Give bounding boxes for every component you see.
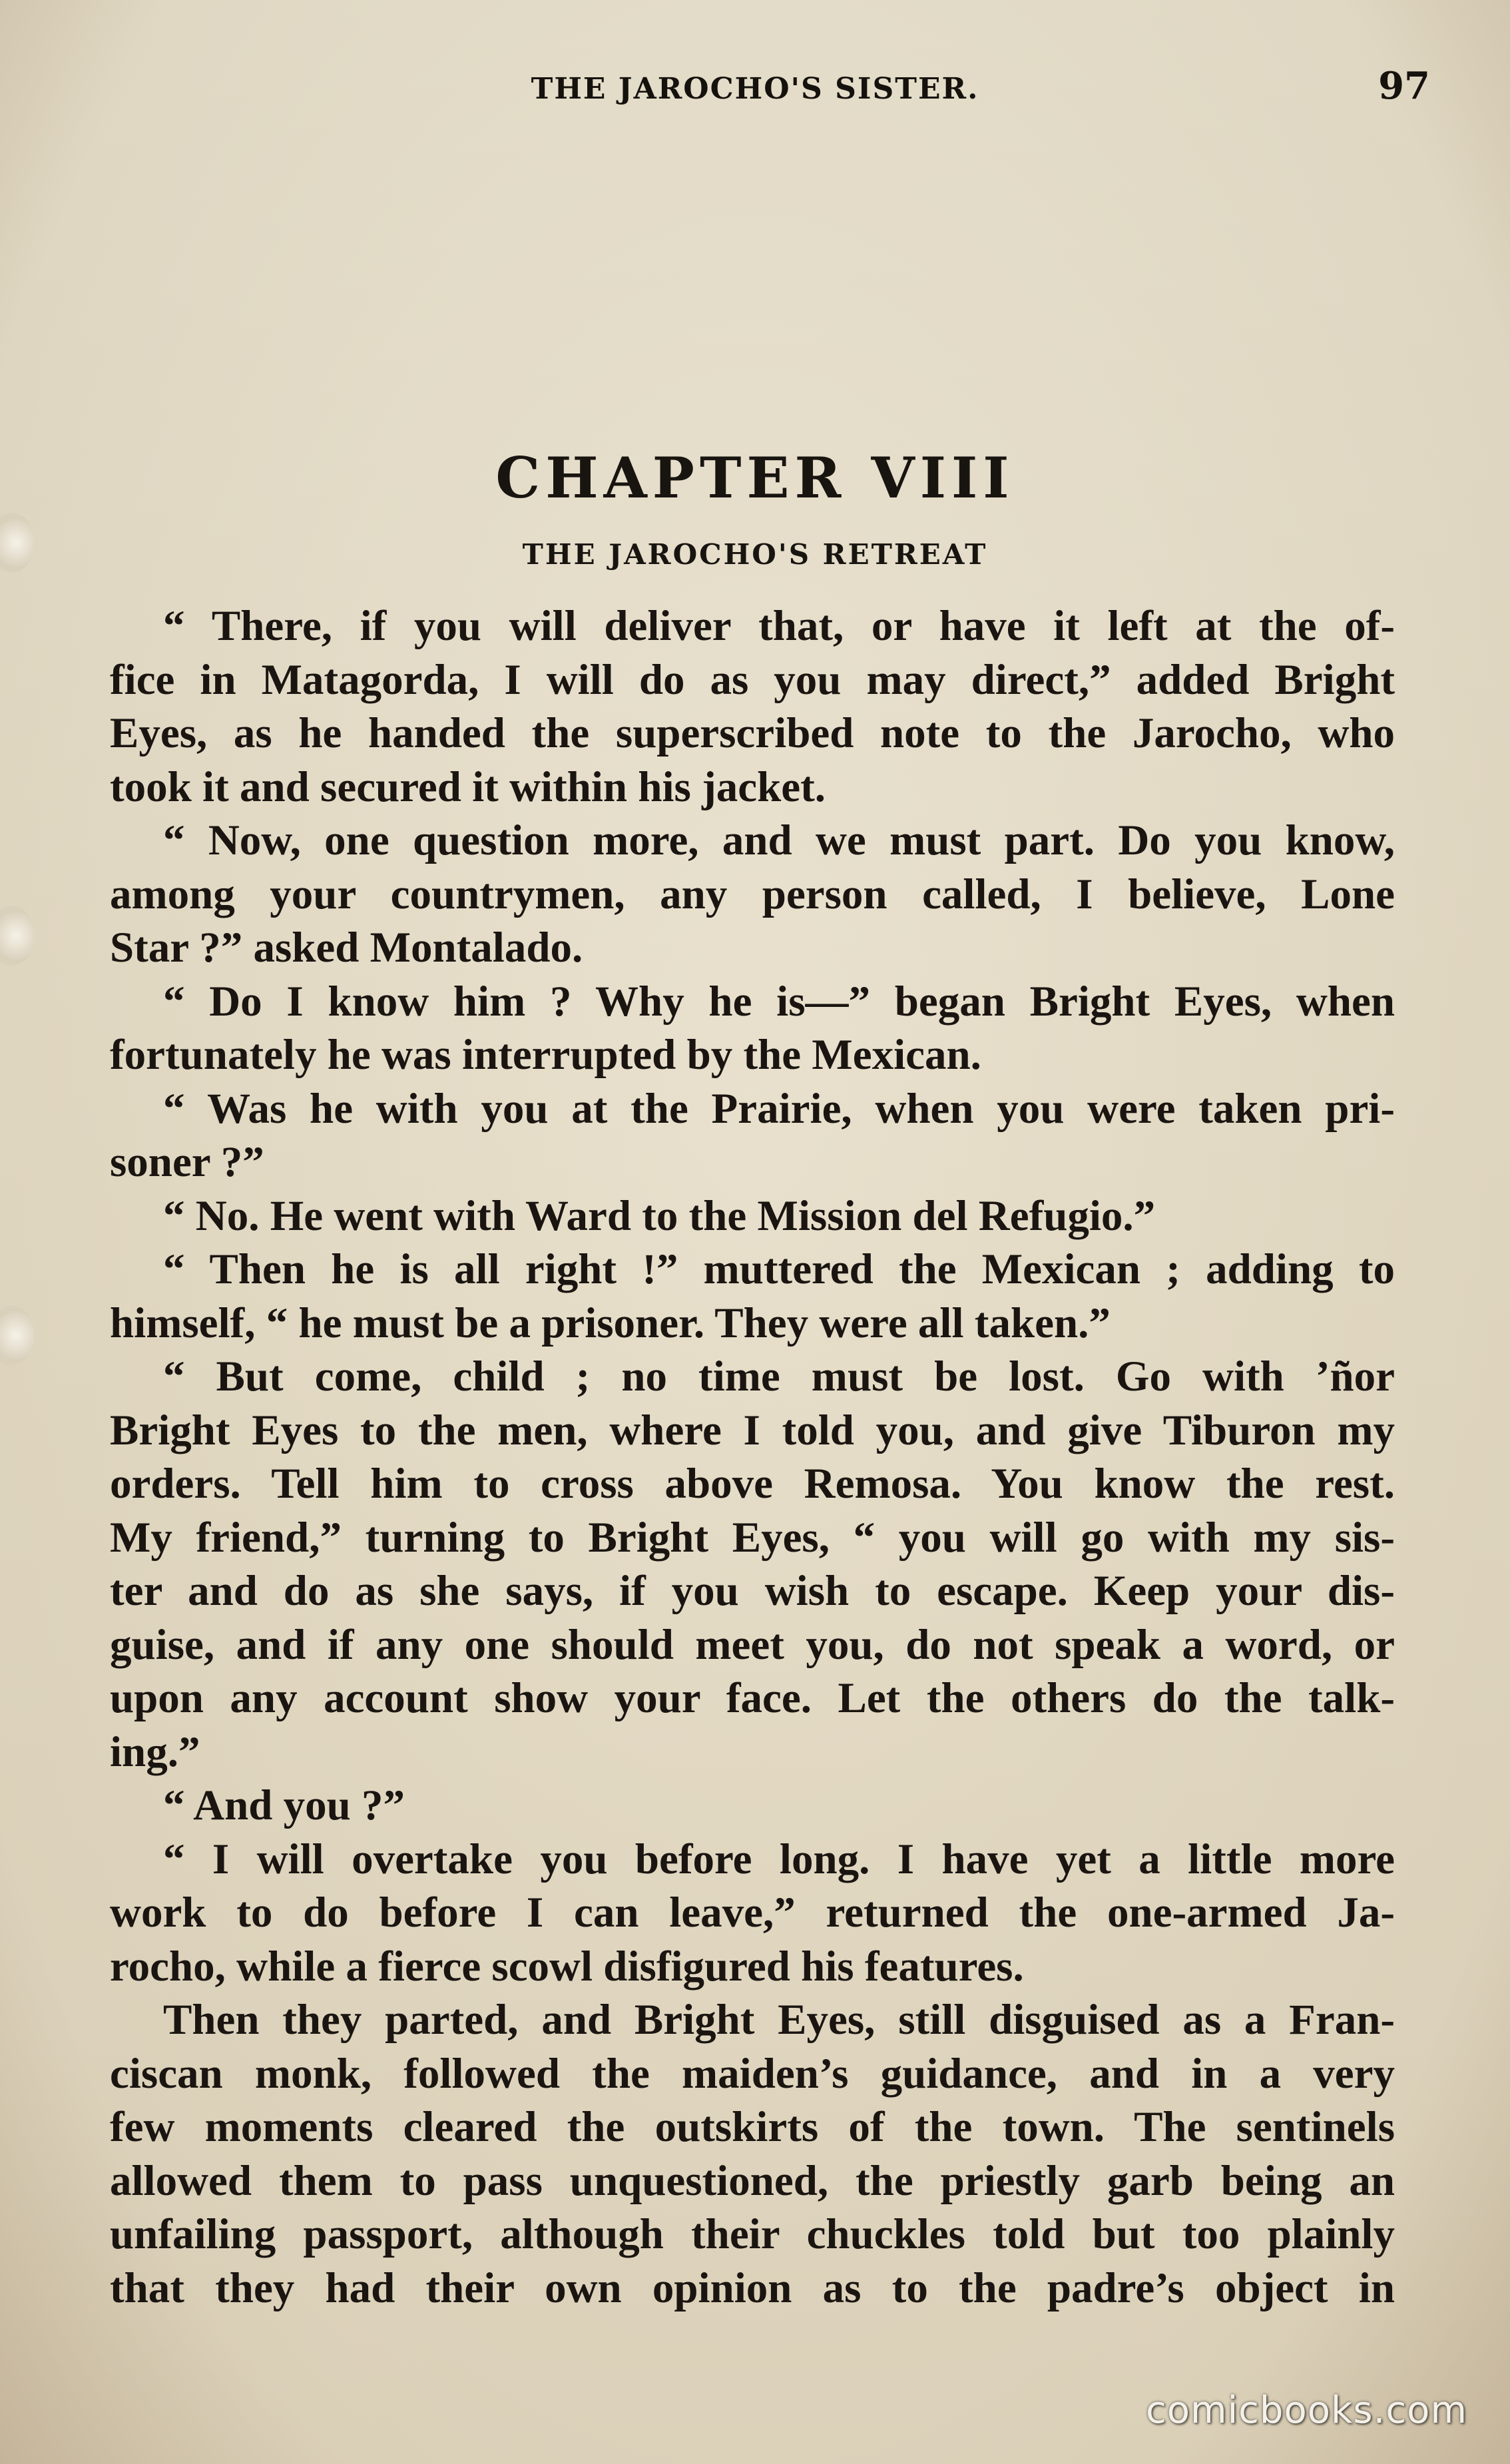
- text-line: “ There, if you will deliver that, or have it left at the of-: [163, 602, 1395, 650]
- text-line: Eyes, as he handed the superscribed note to the Jarocho, who: [110, 709, 1395, 757]
- binding-hole: [0, 1305, 35, 1365]
- text-line: Then they parted, and Bright Eyes, still disguised as a Fran-: [163, 1996, 1395, 2044]
- text-line: My friend,” turning to Bright Eyes, “ you will go with my sis-: [110, 1513, 1395, 1562]
- page-number: 97: [1378, 64, 1430, 108]
- text-line: allowed them to pass unquestioned, the priestly garb being an: [110, 2156, 1395, 2205]
- text-line: “ And you ?”: [163, 1781, 405, 1829]
- text-line: upon any account show your face. Let the others do the talk-: [110, 1674, 1395, 1722]
- text-line: “ Now, one question more, and we must part. Do you know,: [163, 816, 1395, 864]
- text-line: “ Do I know him ? Why he is—” began Bright Eyes, when: [163, 977, 1395, 1026]
- text-line: took it and secured it within his jacket.: [110, 763, 826, 811]
- chapter-subtitle: THE JAROCHO'S RETREAT: [522, 538, 988, 571]
- text-line: fice in Matagorda, I will do as you may direct,” added Bright: [110, 655, 1395, 704]
- text-line: orders. Tell him to cross above Remosa. You know the rest.: [110, 1460, 1395, 1508]
- text-line: “ No. He went with Ward to the Mission del Refugio.”: [163, 1191, 1156, 1240]
- text-line: that they had their own opinion as to the padre’s object in: [110, 2264, 1395, 2312]
- body-text: [110, 599, 1395, 2315]
- text-line: “ I will overtake you before long. I have yet a little more: [163, 1835, 1395, 1883]
- text-line: himself, “ he must be a prisoner. They were all taken.”: [110, 1299, 1111, 1347]
- text-line: among your countrymen, any person called, I believe, Lone: [110, 870, 1395, 918]
- text-line: “ But come, child ; no time must be lost. Go with ’ñor: [163, 1353, 1395, 1400]
- text-line: “ Then he is all right !” muttered the Mexican ; adding to: [163, 1245, 1395, 1293]
- text-line: rocho, while a fierce scowl disfigured his features.: [110, 1942, 1024, 1991]
- text-line: ing.”: [110, 1727, 200, 1776]
- watermark: comicbooks.com: [1145, 2389, 1467, 2432]
- text-line: guise, and if any one should meet you, do not speak a word, or: [110, 1620, 1395, 1669]
- text-line: fortunately he was interrupted by the Mexican.: [110, 1031, 981, 1079]
- text-line: few moments cleared the outskirts of the town. The sentinels: [110, 2103, 1395, 2151]
- text-line: “ Was he with you at the Prairie, when you were taken pri-: [163, 1084, 1395, 1133]
- text-line: ciscan monk, followed the maiden’s guidance, and in a very: [110, 2049, 1395, 2098]
- running-head: THE JAROCHO'S SISTER.: [531, 72, 979, 106]
- text-line: soner ?”: [110, 1138, 264, 1186]
- text-line: ter and do as she says, if you wish to escape. Keep your dis-: [110, 1567, 1395, 1615]
- text-line: Star ?” asked Montalado.: [110, 924, 583, 972]
- binding-hole: [0, 906, 35, 966]
- text-line: Bright Eyes to the men, where I told you, and give Tiburon my: [110, 1406, 1395, 1454]
- text-line: unfailing passport, although their chuckles told but too plainly: [110, 2210, 1395, 2258]
- chapter-title: CHAPTER VIII: [495, 445, 1015, 511]
- text-line: work to do before I can leave,” returned the one-armed Ja-: [110, 1889, 1395, 1937]
